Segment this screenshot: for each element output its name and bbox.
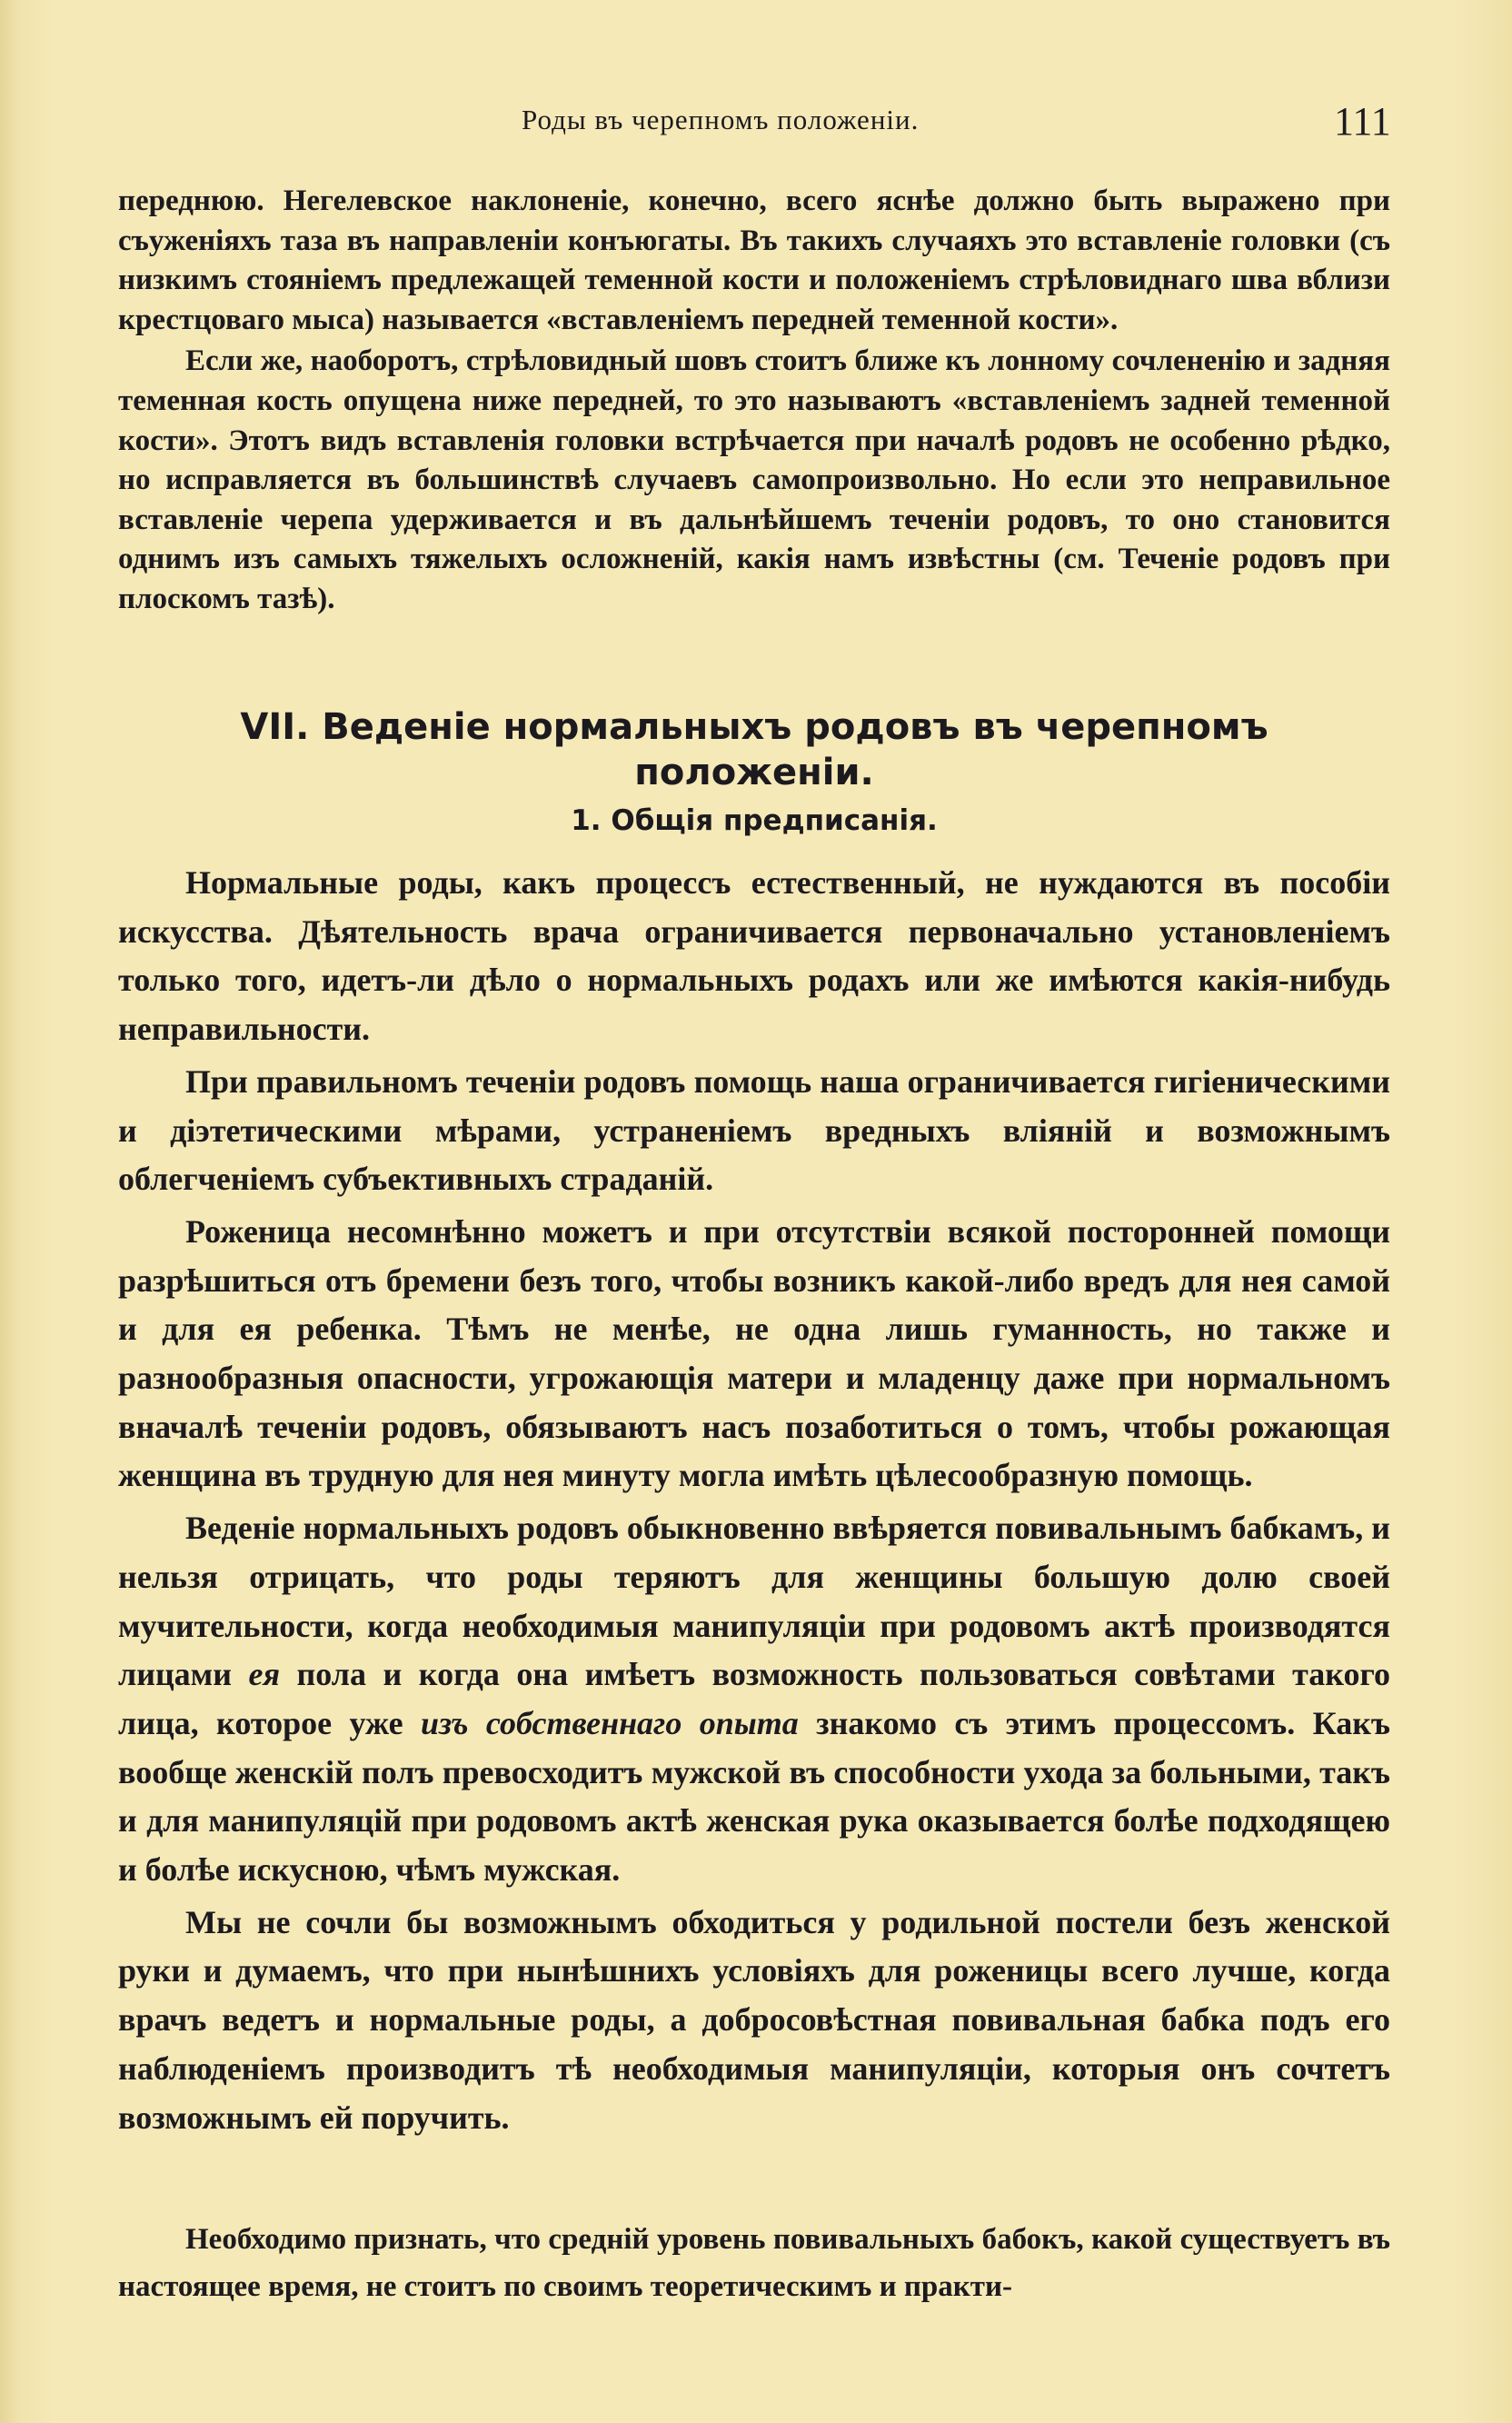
bottom-text-block bbox=[118, 2216, 1390, 2310]
running-title: Роды въ черепномъ положеніи. bbox=[522, 104, 920, 135]
text-run: пола и когда она имѣетъ возможность пользоваться совѣтами такого лица, которое уже bbox=[118, 1656, 1391, 1741]
italic-text: изъ собственнаго опыта bbox=[420, 1704, 799, 1741]
section-heading: VII. Веденіе нормальныхъ родовъ въ черепномъ положеніи. bbox=[240, 706, 1268, 793]
paragraph: Если же, наоборотъ, стрѣловидный шовъ стоитъ ближе къ лонному сочлененію и задняя теменная кость опущена ниже передней, то это называютъ «вставленіемъ задней теменной кости». Этотъ видъ вставленія головки встрѣчается при началѣ родовъ не особенно рѣдко, но исправляется въ большинствѣ случаевъ самопроизвольно. Но если это неправильное вставленіе черепа удерживается и въ дальнѣйшемъ теченіи родовъ, то оно становится однимъ изъ самыхъ тяжелыхъ осложненій, какія намъ извѣстны (см. Теченіе родовъ при плоскомъ тазѣ). bbox=[118, 344, 1390, 615]
paragraph: Мы не сочли бы возможнымъ обходиться у родильной постели безъ женской руки и думаемъ, что при нынѣшнихъ условіяхъ для роженицы всего лучше, когда врачъ ведетъ и нормальные роды, а добросовѣстная повивальная бабка подъ его наблюденіемъ производитъ тѣ необходимыя манипуляціи, которыя онъ сочтетъ возможнымъ ей поручить. bbox=[118, 1903, 1390, 2136]
top-text-block bbox=[118, 182, 1390, 620]
main-text-block bbox=[118, 859, 1390, 2142]
paragraph: Необходимо признать, что средній уровень повивальныхъ бабокъ, какой существуетъ въ настоящее время, не стоитъ по своимъ теоретическимъ и практи- bbox=[118, 2223, 1390, 2303]
paragraph: При правильномъ теченіи родовъ помощь наша ограничивается гигіеническими и діэтетическими мѣрами, устраненіемъ вредныхъ вліяній и возможнымъ облегченіемъ субъективныхъ страданій. bbox=[118, 1062, 1390, 1198]
paragraph bbox=[118, 1504, 1390, 1895]
italic-text: ея bbox=[248, 1656, 281, 1693]
text-run: знакомо съ этимъ процессомъ. Какъ вообще женскій полъ превосходитъ мужской въ способности ухода за больными, такъ и для манипуляцій при родовомъ актѣ женская рука оказывается болѣе подходящею и болѣе искусною, чѣмъ мужская. bbox=[118, 1704, 1390, 1889]
paragraph: Нормальные роды, какъ процессъ естественный, не нуждаются въ пособіи искусства. Дѣятельность врача ограничивается первоначально установленіемъ только того, идетъ-ли дѣло о нормальныхъ родахъ или же имѣются какія-нибудь неправильности. bbox=[118, 864, 1390, 1048]
paragraph: переднюю. Негелевское наклоненіе, конечно, всего яснѣе должно быть выражено при съуженіяхъ таза въ направленіи конъюгаты. Въ такихъ случаяхъ это вставленіе головки (съ низкимъ стояніемъ предлежащей теменной кости и положеніемъ стрѣловиднаго шва вблизи крестцоваго мыса) называется «вставленіемъ передней теменной кости». bbox=[118, 184, 1390, 336]
page-number: 111 bbox=[1334, 99, 1391, 144]
running-header bbox=[0, 98, 1512, 144]
text-run: Веденіе нормальныхъ родовъ обыкновенно ввѣряется повивальнымъ бабкамъ, и нельзя отрицать, что роды теряютъ для женщины большую долю своей мучительности, когда необходимыя манипуляціи при родовомъ актѣ производятся лицами bbox=[118, 1510, 1390, 1693]
paragraph: Роженица несомнѣнно можетъ и при отсутствіи всякой посторонней помощи разрѣшиться отъ бремени безъ того, чтобы возникъ какой-либо вредъ для нея самой и для ея ребенка. Тѣмъ не менѣе, не одна лишь гуманность, но также и разнообразныя опасности, угрожающія матери и младенцу даже при нормальномъ вначалѣ теченіи родовъ, обязываютъ насъ позаботиться о томъ, чтобы рожающая женщина въ трудную для нея минуту могла имѣть цѣлесообразную помощь. bbox=[118, 1212, 1390, 1494]
subsection-heading: 1. Общія предписанія. bbox=[571, 804, 938, 837]
